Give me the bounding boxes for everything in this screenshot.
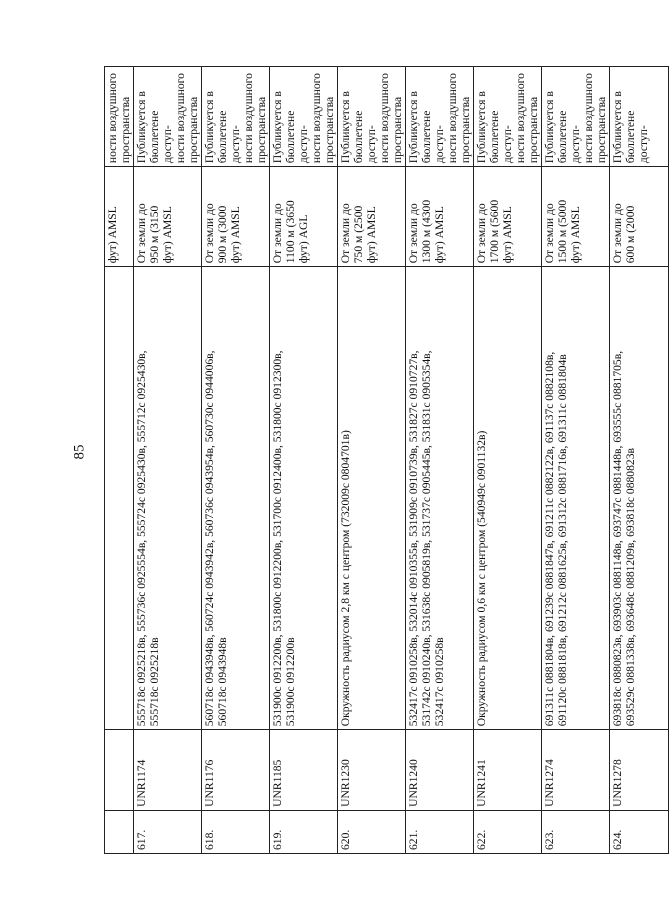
publication-line: Публикуется в bbox=[135, 91, 148, 164]
altitude-cell bbox=[338, 167, 406, 267]
altitude-line: От земли до bbox=[407, 203, 420, 264]
coords-line: 691120с 0881818в, 691212с 0881625в, 691312с 0881716в, 691311с 0881804в bbox=[556, 354, 569, 727]
publication-line: бюллетене доступ- bbox=[284, 110, 310, 164]
publication-cell bbox=[406, 67, 474, 167]
altitude-cell bbox=[202, 167, 270, 267]
zone-code: UNR1241 bbox=[474, 730, 542, 811]
coords-line: 560718с 0943948в bbox=[216, 637, 229, 727]
publication-line: бюллетене доступ- bbox=[420, 110, 446, 164]
publication-line: ности воздушного bbox=[514, 73, 527, 164]
row-number: 623. bbox=[542, 810, 610, 853]
row-number: 619. bbox=[270, 810, 338, 853]
coords-line: 532417с 0910258в bbox=[433, 637, 446, 727]
altitude-line: От земли до bbox=[611, 203, 624, 264]
airspace-table bbox=[104, 66, 669, 854]
altitude-line: фут) AMSL bbox=[501, 206, 514, 264]
altitude-cell bbox=[474, 167, 542, 267]
publication-line: пространства bbox=[391, 96, 404, 164]
altitude-line: 1300 м (4300 bbox=[420, 199, 433, 264]
row-number: 622. bbox=[474, 810, 542, 853]
coords-line: 555718с 0925218в, 555736с 0925554в, 555724с 0925430в, 555712с 0925430в, bbox=[135, 350, 148, 727]
altitude-line: 1700 м (5600 bbox=[488, 199, 501, 264]
coords-line: 693818с 0880823в, 693903с 0881148в, 693747с 0881448в, 693555с 0881705в, bbox=[611, 350, 624, 727]
publication-line: Публикуется в bbox=[475, 91, 488, 164]
table-row bbox=[474, 67, 542, 854]
altitude-line: фут) AMSL bbox=[161, 206, 174, 264]
table-row bbox=[610, 67, 669, 854]
altitude-line: 1500 м (5000 bbox=[556, 199, 569, 264]
publication-cell bbox=[610, 67, 669, 167]
publication-cell bbox=[134, 67, 202, 167]
coords-cell bbox=[406, 267, 474, 730]
zone-code: UNR1176 bbox=[202, 730, 270, 811]
altitude-line: 900 м (3000 bbox=[216, 205, 229, 264]
publication-cell bbox=[338, 67, 406, 167]
altitude-line: фут) AGL bbox=[297, 214, 310, 264]
publication-line: пространства bbox=[323, 96, 336, 164]
publication-line: Публикуется в bbox=[339, 91, 352, 164]
coords-cell bbox=[542, 267, 610, 730]
publication-line: Публикуется в bbox=[543, 91, 556, 164]
table-row bbox=[270, 67, 338, 854]
publication-line: пространства bbox=[119, 96, 132, 164]
table-row bbox=[542, 67, 610, 854]
publication-cell bbox=[202, 67, 270, 167]
altitude-cell bbox=[610, 167, 669, 267]
publication-line: пространства bbox=[527, 96, 540, 164]
zone-code: UNR1274 bbox=[542, 730, 610, 811]
altitude-line: фут) AMSL bbox=[229, 206, 242, 264]
coords-line: 532417с 0910258в, 532014с 0910355в, 531909с 0910739в, 531827с 0910727в, bbox=[407, 350, 420, 727]
publication-line: ности воздушного bbox=[446, 73, 459, 164]
row-number: 620. bbox=[338, 810, 406, 853]
coords-cell bbox=[134, 267, 202, 730]
altitude-line: 950 м (3150 bbox=[148, 205, 161, 264]
altitude-cell bbox=[542, 167, 610, 267]
table-row bbox=[406, 67, 474, 854]
publication-cell bbox=[105, 67, 134, 167]
publication-line: бюллетене доступ- bbox=[488, 110, 514, 164]
row-number: 621. bbox=[406, 810, 474, 853]
table-row bbox=[202, 67, 270, 854]
altitude-cell bbox=[270, 167, 338, 267]
altitude-line: 1100 м (3650 bbox=[284, 200, 297, 264]
code-cell bbox=[105, 730, 134, 811]
altitude-line: фут) AMSL bbox=[569, 206, 582, 264]
publication-line: Публикуется в bbox=[271, 91, 284, 164]
publication-line: ности воздушного bbox=[378, 73, 391, 164]
publication-line: ности воздушного bbox=[242, 73, 255, 164]
coords-line: Окружность радиусом 0,6 км с центром (540949с 0901132в) bbox=[475, 430, 488, 727]
publication-line: бюллетене доступ- bbox=[624, 110, 650, 164]
coords-line: 531900с 0912200в bbox=[284, 637, 297, 727]
num-cell bbox=[105, 810, 134, 853]
coords-cell bbox=[610, 267, 669, 730]
altitude-cell bbox=[105, 167, 134, 267]
zone-code: UNR1174 bbox=[134, 730, 202, 811]
coords-line: 560718с 0943948в, 560724с 0943942в, 560736с 0943954в, 560730с 0944006в, bbox=[203, 350, 216, 727]
continued-row bbox=[105, 67, 134, 854]
publication-line: ности воздушного bbox=[106, 73, 119, 164]
table-row bbox=[338, 67, 406, 854]
coords-cell bbox=[270, 267, 338, 730]
zone-code: UNR1278 bbox=[610, 730, 669, 811]
publication-cell bbox=[474, 67, 542, 167]
coords-cell bbox=[474, 267, 542, 730]
publication-line: бюллетене доступ- bbox=[352, 110, 378, 164]
publication-line: пространства bbox=[459, 96, 472, 164]
coords-line: Окружность радиусом 2,8 км с центром (732009с 0804701в) bbox=[339, 430, 352, 727]
altitude-line: 600 м (2000 bbox=[624, 205, 637, 264]
zone-code: UNR1185 bbox=[270, 730, 338, 811]
altitude-line: От земли до bbox=[475, 203, 488, 264]
altitude-line: От земли до bbox=[339, 203, 352, 264]
altitude-line: От земли до bbox=[271, 203, 284, 264]
zone-code: UNR1240 bbox=[406, 730, 474, 811]
altitude-text: фут) AMSL bbox=[106, 206, 119, 264]
table-row bbox=[134, 67, 202, 854]
altitude-line: фут) AMSL bbox=[365, 206, 378, 264]
publication-cell bbox=[270, 67, 338, 167]
document-page bbox=[104, 66, 650, 854]
coords-line: 691311с 0881804в, 691239с 0881847в, 691211с 0882122в, 691137с 0882108в, bbox=[543, 351, 556, 727]
coords-line: 693529с 0881338в, 693648с 0881209в, 693818с 0880823в bbox=[624, 448, 637, 727]
publication-line: ности воздушного bbox=[174, 73, 187, 164]
publication-line: ности воздушного bbox=[310, 73, 323, 164]
publication-line: Публикуется в bbox=[203, 91, 216, 164]
altitude-cell bbox=[134, 167, 202, 267]
publication-line: ности воздушного bbox=[582, 73, 595, 164]
row-number: 618. bbox=[202, 810, 270, 853]
publication-line: Публикуется в bbox=[407, 91, 420, 164]
row-number: 617. bbox=[134, 810, 202, 853]
coords-line: 531900с 0912200в, 531800с 0912200в, 531700с 0912400в, 531800с 0912300в, bbox=[271, 350, 284, 727]
altitude-line: 750 м (2500 bbox=[352, 205, 365, 264]
publication-line: бюллетене доступ- bbox=[556, 110, 582, 164]
altitude-line: От земли до bbox=[543, 203, 556, 264]
publication-line: бюллетене доступ- bbox=[148, 110, 174, 164]
coords-cell bbox=[202, 267, 270, 730]
publication-line: Публикуется в bbox=[611, 91, 624, 164]
rotated-table-wrapper bbox=[104, 66, 650, 854]
row-number: 624. bbox=[610, 810, 669, 853]
altitude-line: От земли до bbox=[135, 203, 148, 264]
zone-code: UNR1230 bbox=[338, 730, 406, 811]
coords-cell bbox=[105, 267, 134, 730]
altitude-line: фут) AMSL bbox=[433, 206, 446, 264]
altitude-cell bbox=[406, 167, 474, 267]
publication-line: пространства bbox=[255, 96, 268, 164]
publication-line: пространства bbox=[595, 96, 608, 164]
publication-line: пространства bbox=[187, 96, 200, 164]
altitude-line: От земли до bbox=[203, 203, 216, 264]
coords-line: 555718с 0925218в bbox=[148, 637, 161, 727]
coords-cell bbox=[338, 267, 406, 730]
coords-line: 531742с 0910240в, 531638с 0905819в, 531737с 0905445в, 531831с 0905354в, bbox=[420, 350, 433, 727]
page-number: 85 bbox=[71, 444, 88, 460]
publication-line: бюллетене доступ- bbox=[216, 110, 242, 164]
publication-cell bbox=[542, 67, 610, 167]
